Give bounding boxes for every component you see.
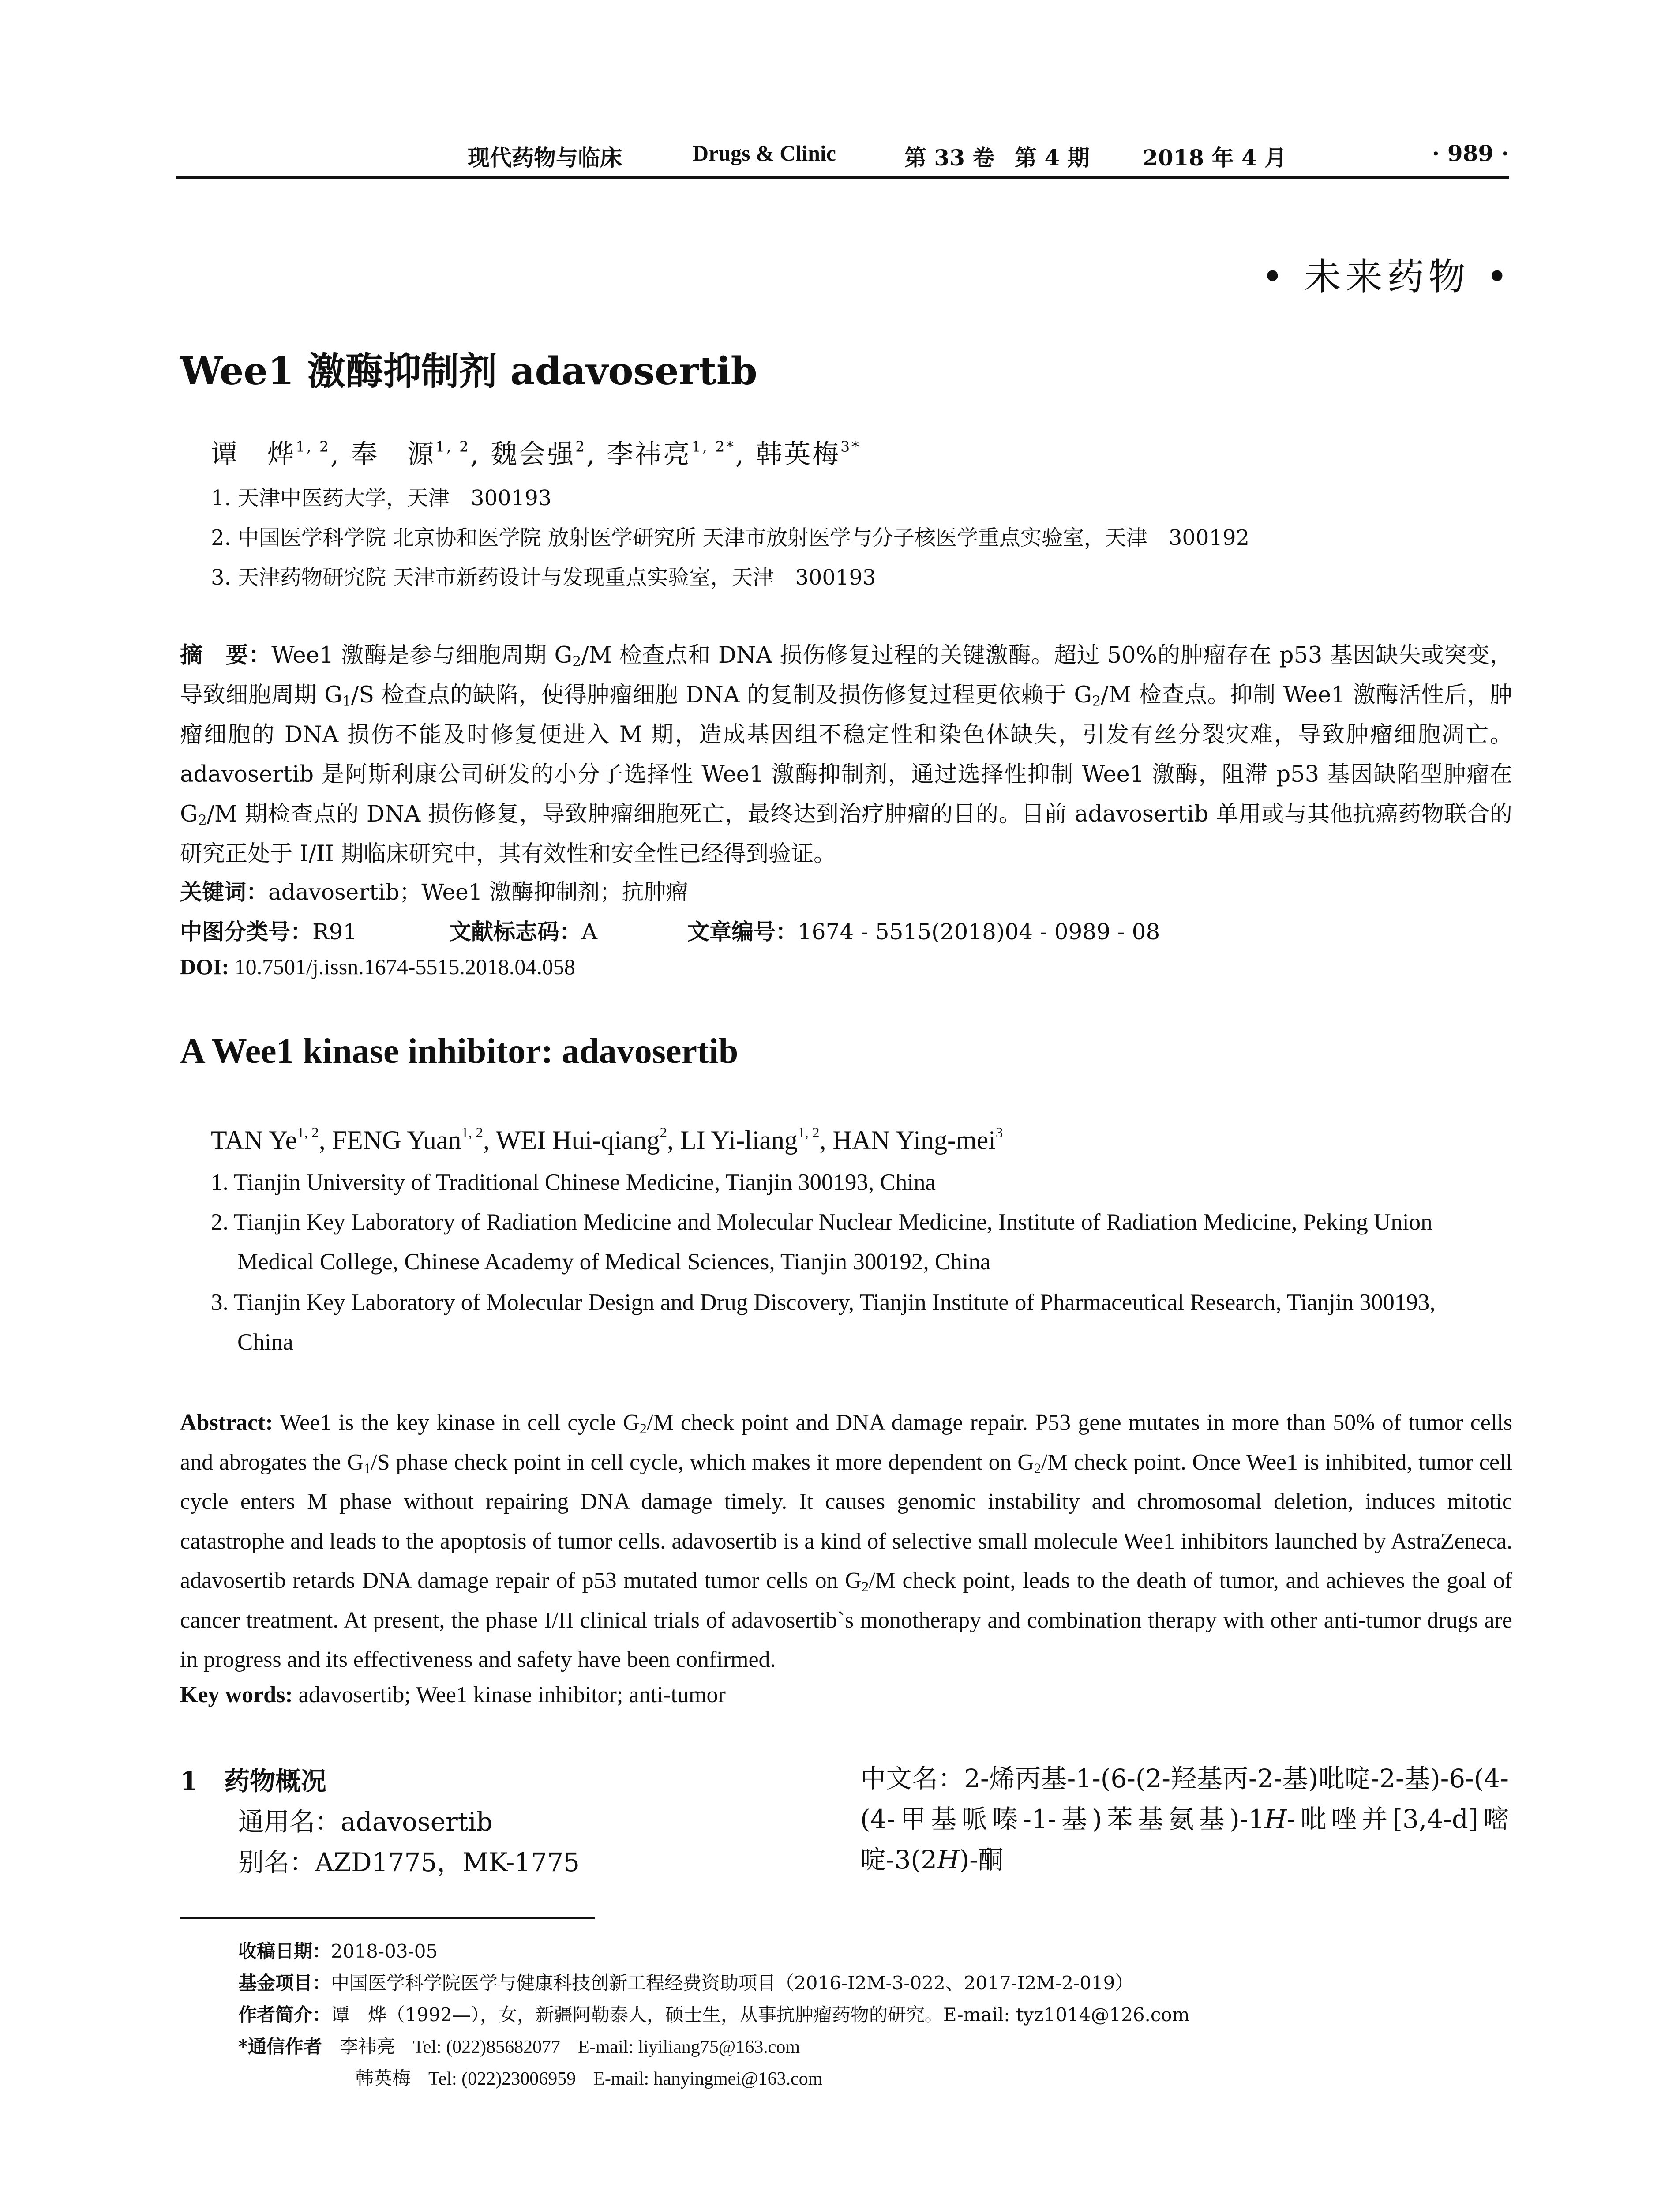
cn-author-affil-sup: 1, 2 [296,438,330,455]
en-author-affil-sup: 2 [660,1125,667,1141]
cn-author-name: 李祎亮 [607,439,692,470]
cn-author-name: 魏会强 [491,439,576,470]
email-link-2[interactable]: E-mail: hanyingmei@163.com [593,2069,823,2089]
document-code: A [581,919,598,945]
authors-en: TAN Ye$^{1, 2}$, FENG Yuan$^{1, 2}$, WEI Hui-qiang$^2$, LI Yi-liang$^{1, 2}$, HAN Ying-mei$^3$ [211,1125,1003,1155]
footnote-rule [180,1917,595,1919]
cn-author-name: 奉 源 [351,439,436,470]
alias-names: 别名：AZD1775，MK-1775 [238,1847,580,1877]
abstract-en-label: Abstract: [180,1410,273,1435]
affiliation-en-1: 1. Tianjin University of Traditional Chinese Medicine, Tianjin 300193, China [211,1170,936,1195]
authors-cn: 谭 烨$^{1, 2}$, 奉 源$^{1, 2}$, 魏会强$^2$, 李祎亮$^{1, 2*}$, 韩英梅$^{3*}$ [211,438,861,470]
cn-author-affil-sup: 1, 2 [435,438,471,455]
issue: 第 4 期 [1015,145,1090,171]
title-en: A Wee1 kinase inhibitor: adavosertib [180,1032,739,1071]
column-label: • 未来药物 • [1261,255,1512,298]
clc-number: R91 [312,919,357,945]
page-number: · 989 · [1432,140,1509,166]
footnote-correspondence-2: 韩英梅 Tel: (022)23006959 E-mail: hanyingmei@163.com [355,2067,823,2089]
en-author-affil-sup: 1, 2 [798,1125,820,1141]
en-author-affil-sup: 3 [995,1125,1003,1141]
en-author-name: HAN Ying-mei [832,1126,996,1155]
keywords-cn-label: 关键词： [180,879,268,905]
header-rule [176,176,1509,179]
cn-author-affil-sup: 3* [840,438,861,455]
keywords-en: Key words: adavosertib; Wee1 kinase inhibitor; anti-tumor [180,1682,726,1707]
abstract-cn-label: 摘 要： [180,642,272,668]
title-cn: Wee1 激酶抑制剂 adavosertib [180,349,758,394]
abstract-en: Abstract: Wee1 is the key kinase in cell cycle $G_2/M$ check point and DNA damage repair. P53 gene mutates in more than 50% of tumor cells and abrogates the $G_1/S$ phase check point in cell cycle, which makes it more dependent on $G_2/M$ check point. Once Wee1 is inhibited, tumor cell cycle enters M phase without repairing DNA damage timely. It causes genomic instability and chromosomal deletion, induces mitotic catastrophe and leads to the apoptosis of tumor cells. adavosertib is a kind of selective small molecule Wee1 inhibitors launched by AstraZeneca. adavosertib retards DNA damage repair of p53 mutated tumor cells on $G_2/M$ check point, leads to the death of tumor, and achieves the goal of cancer treatment. At present, the phase I/II clinical trials of adavosertib`s monotherapy and combination therapy with other anti-tumor drugs are in progress and its effectiveness and safety have been confirmed. [180,1410,1512,1672]
volume: 第 33 卷 [904,145,995,171]
affiliation-cn-3: 3. 天津药物研究院 天津市新药设计与发现重点实验室，天津 300193 [211,565,876,590]
publication-date: 2018 年 4 月 [1143,145,1287,171]
email-link-1[interactable]: E-mail: liyiliang75@163.com [578,2037,800,2057]
affiliation-cn-2: 2. 中国医学科学院 北京协和医学院 放射医学研究所 天津市放射医学与分子核医学重点实验室，天津 300192 [211,525,1250,550]
cn-author-name: 韩英梅 [756,439,841,470]
en-author-affil-sup: 1, 2 [461,1125,483,1141]
article-number: 1674 - 5515(2018)04 - 0989 - 08 [798,919,1160,945]
cn-author-affil-sup: 2 [575,438,587,455]
journal-name-cn: 现代药物与临床 [468,145,622,171]
running-header [176,140,1509,180]
keywords-cn-text: adavosertib；Wee1 激酶抑制剂；抗肿瘤 [268,879,688,905]
doi: DOI: 10.7501/j.issn.1674-5515.2018.04.058 [180,954,575,979]
footnote-fund: 基金项目：中国医学科学院医学与健康科技创新工程经费资助项目（2016-I2M-3-022、2017-I2M-2-019） [238,1972,1134,1994]
keywords-en-text: adavosertib; Wee1 kinase inhibitor; anti-tumor [292,1682,726,1707]
doi-link[interactable]: 10.7501/j.issn.1674-5515.2018.04.058 [229,954,575,979]
affiliation-cn-1: 1. 天津中医药大学，天津 300193 [211,486,552,510]
footnote-received: 收稿日期：2018-03-05 [238,1940,438,1962]
en-author-affil-sup: 1, 2 [297,1125,319,1141]
en-author-name: TAN Ye [211,1126,297,1155]
en-author-name: FENG Yuan [332,1126,461,1155]
affiliation-en-2: 2. Tianjin Key Laboratory of Radiation Medicine and Molecular Nuclear Medicine, Institute of Radiation Medicine, Peking Union Medical College, Chinese Academy of Medical Sciences, Tianjin 300192, China [211,1209,1432,1275]
journal-name-en: Drugs & Clinic [693,141,836,165]
en-author-name: WEI Hui-qiang [495,1126,660,1155]
en-author-name: LI Yi-liang [680,1126,798,1155]
cn-author-affil-sup: 1, 2* [691,438,735,455]
cn-author-name: 谭 烨 [211,439,296,470]
affiliation-en-3: 3. Tianjin Key Laboratory of Molecular Design and Drug Discovery, Tianjin Institute of Pharmaceutical Research, Tianjin 300193, China [211,1290,1436,1355]
section-1-heading: 1 药物概况 [180,1766,327,1796]
abstract-cn: 摘 要：Wee1 激酶是参与细胞周期 $G_2/M$ 检查点和 DNA 损伤修复过程的关键激酶。超过 50%的肿瘤存在 p53 基因缺失或突变，导致细胞周期 $G_1/S$ 检查点的缺陷，使得肿瘤细胞 DNA 的复制及损伤修复过程更依赖于 $G_2/M$ 检查点。抑制 Wee1 激酶活性后，肿瘤细胞的 DNA 损伤不能及时修复便进入 M 期，造成基因组不稳定性和染色体缺失，引发有丝分裂灾难，导致肿瘤细胞凋亡。adavosertib 是阿斯利康公司研发的小分子选择性 Wee1 激酶抑制剂，通过选择性抑制 Wee1 激酶，阻滞 p53 基因缺陷型肿瘤在 $G_2/M$ 期检查点的 DNA 损伤修复，导致肿瘤细胞死亡，最终达到治疗肿瘤的目的。目前 adavosertib 单用或与其他抗癌药物联合的研究正处于 I/II 期临床研究中，其有效性和安全性已经得到验证。 [180,642,1512,867]
generic-name: 通用名：adavosertib [238,1807,493,1837]
keywords-cn [180,874,688,906]
footnote-correspondence-1: *通信作者 李祎亮 Tel: (022)85682077 E-mail: liyiliang75@163.com [238,2036,800,2057]
chinese-chemical-name: 中文名：2-烯丙基-1-(6-(2-羟基丙-2-基)吡啶-2-基)-6-(4-(4-甲基哌嗪-1-基)苯基氨基)-1H-吡唑并[3,4-d]嘧啶-3(2H)-酮 [860,1763,1509,1875]
footnote-author-bio: 作者简介：谭 烨（1992—），女，新疆阿勒泰人，硕士生，从事抗肿瘤药物的研究。E-mail: tyz1014@126.com [238,2004,1190,2026]
